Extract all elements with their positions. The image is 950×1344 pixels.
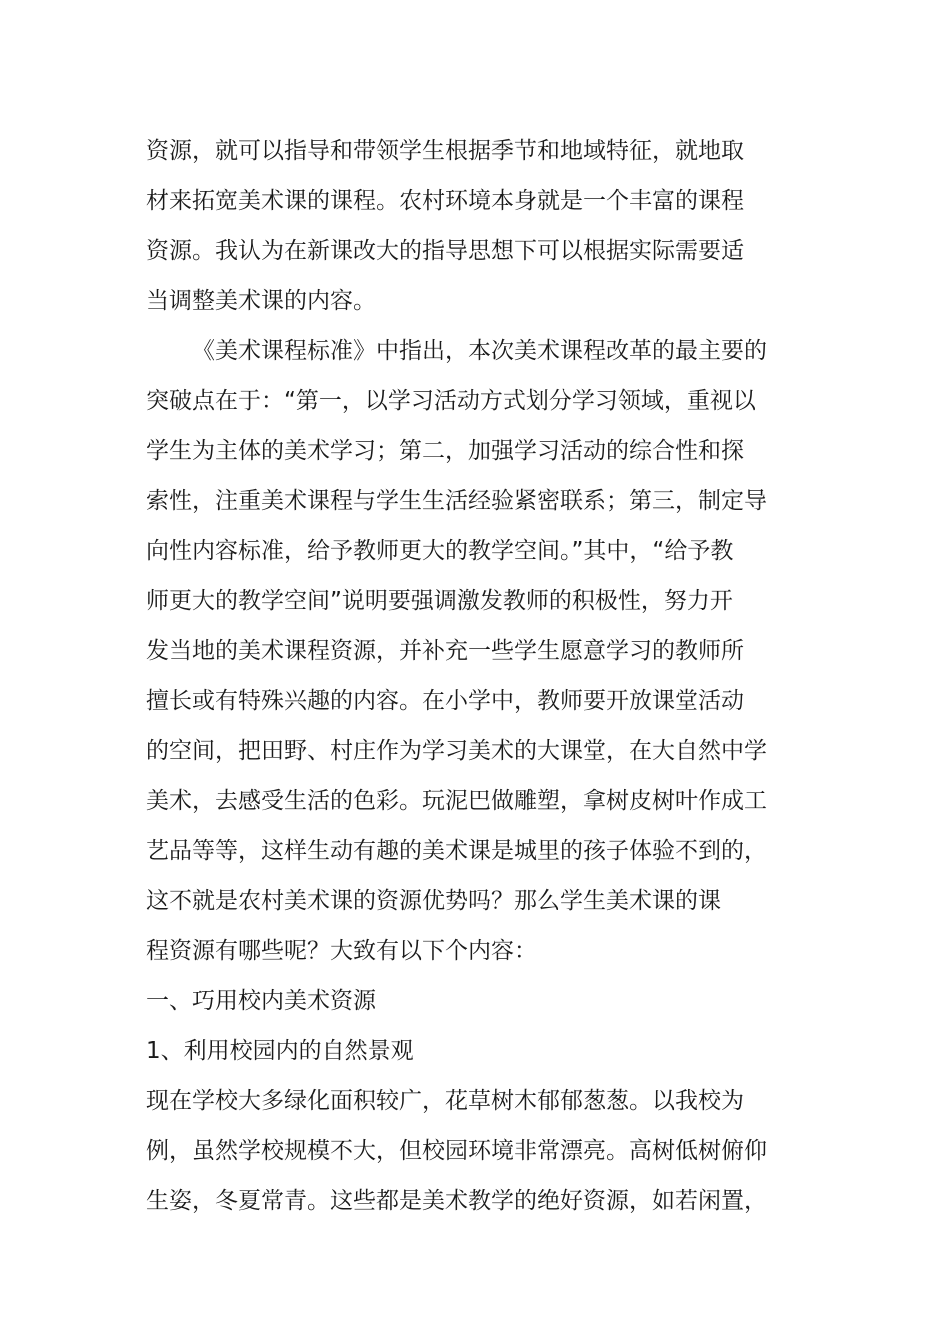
paragraph-line: 现在学校大多绿化面积较广，花草树木郁郁葱葱。以我校为: [146, 1088, 744, 1114]
paragraph-line: 发当地的美术课程资源，并补充一些学生愿意学习的教师所: [146, 638, 744, 664]
paragraph-line: 向性内容标准，给予教师更大的教学空间。”其中，“给予教: [146, 538, 734, 564]
paragraph-line: 例，虽然学校规模不大，但校园环境非常漂亮。高树低树俯仰: [146, 1138, 767, 1164]
subsection-heading: 1、利用校园内的自然景观: [146, 1038, 414, 1064]
paragraph-line: 《美术课程标准》中指出，本次美术课程改革的最主要的: [192, 338, 767, 364]
paragraph-line: 的空间，把田野、村庄作为学习美术的大课堂，在大自然中学: [146, 738, 767, 764]
paragraph-line: 当调整美术课的内容。: [146, 288, 376, 314]
paragraph-line: 资源。我认为在新课改大的指导思想下可以根据实际需要适: [146, 238, 744, 264]
paragraph-line: 资源，就可以指导和带领学生根据季节和地域特征，就地取: [146, 138, 744, 164]
paragraph-line: 艺品等等，这样生动有趣的美术课是城里的孩子体验不到的，: [146, 838, 767, 864]
paragraph-line: 生姿，冬夏常青。这些都是美术教学的绝好资源，如若闲置，: [146, 1188, 767, 1214]
paragraph-line: 程资源有哪些呢？大致有以下个内容：: [146, 938, 537, 964]
paragraph-line: 学生为主体的美术学习；第二，加强学习活动的综合性和探: [146, 438, 744, 464]
paragraph-line: 这不就是农村美术课的资源优势吗？那么学生美术课的课: [146, 888, 721, 914]
paragraph-line: 索性，注重美术课程与学生生活经验紧密联系；第三，制定导: [146, 488, 767, 514]
paragraph-line: 擅长或有特殊兴趣的内容。在小学中，教师要开放课堂活动: [146, 688, 744, 714]
section-heading: 一、巧用校内美术资源: [146, 988, 376, 1014]
document-body: [146, 126, 826, 1226]
paragraph-line: 师更大的教学空间”说明要强调激发教师的积极性，努力开: [146, 588, 733, 614]
paragraph-line: 美术，去感受生活的色彩。玩泥巴做雕塑，拿树皮树叶作成工: [146, 788, 767, 814]
paragraph-line: 突破点在于：“第一，以学习活动方式划分学习领域，重视以: [146, 388, 756, 414]
paragraph-line: 材来拓宽美术课的课程。农村环境本身就是一个丰富的课程: [146, 188, 744, 214]
